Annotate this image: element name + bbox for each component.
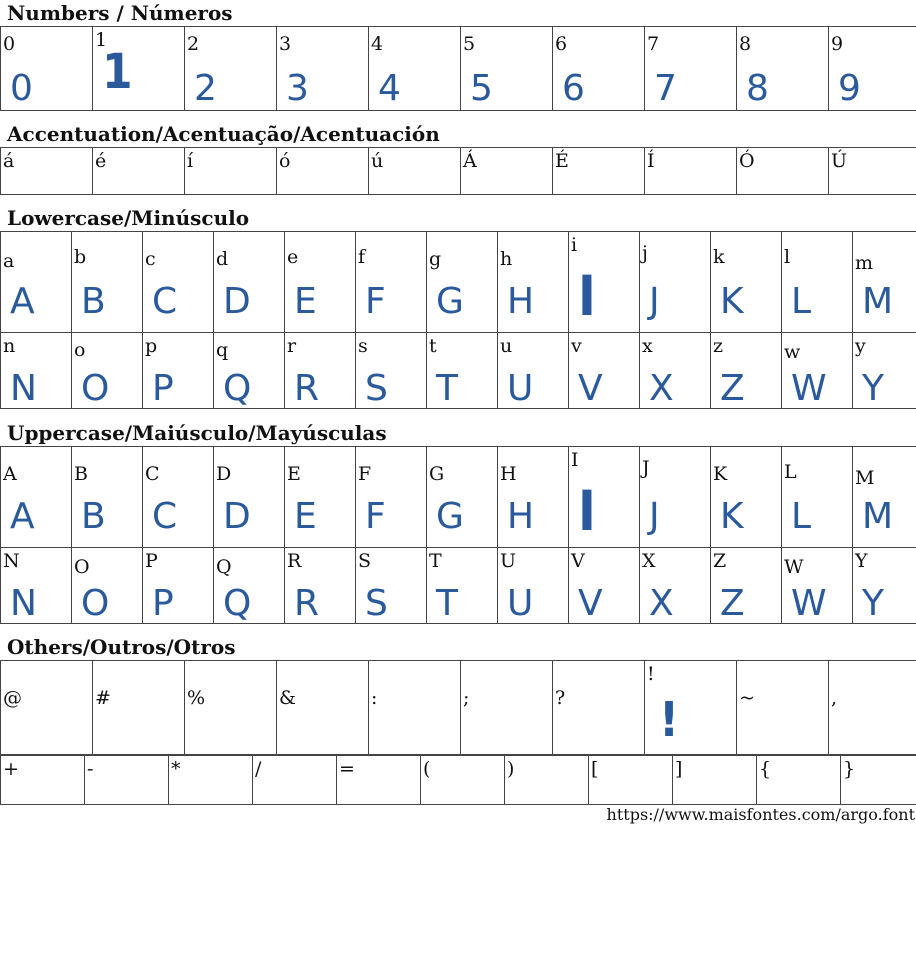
accent-key-label: á <box>3 150 15 172</box>
uppercase-cell <box>1 447 72 548</box>
lowercase-title: Lowercase/Minúsculo <box>7 206 250 230</box>
lowercase-glyph-sample: E <box>294 281 317 322</box>
other-key-label: - <box>87 758 94 780</box>
lowercase-glyph-sample: Y <box>862 368 884 409</box>
accent-key-label: é <box>95 150 107 172</box>
lowercase-cell <box>853 232 916 333</box>
lowercase-key-label: o <box>74 339 86 361</box>
uppercase-key-label: S <box>358 550 372 572</box>
other-cell <box>253 756 337 805</box>
footer-url[interactable]: https://www.maisfontes.com/argo.font <box>606 805 915 824</box>
uppercase-cell <box>356 548 427 624</box>
number-key-label: 7 <box>647 33 660 55</box>
other-key-label: } <box>843 758 856 780</box>
numbers-title: Numbers / Números <box>7 1 233 25</box>
accents-grid <box>0 147 916 195</box>
lowercase-cell <box>285 232 356 333</box>
lowercase-cell <box>711 232 782 333</box>
uppercase-glyph-sample: G <box>436 496 464 537</box>
accent-key-label: Ú <box>831 150 848 172</box>
other-cell <box>1 756 85 805</box>
accents-title: Accentuation/Acentuação/Acentuación <box>7 122 440 146</box>
other-key-label: & <box>279 687 296 709</box>
uppercase-cell <box>569 548 640 624</box>
uppercase-key-label: L <box>784 461 797 483</box>
accent-cell <box>553 148 645 195</box>
accent-key-label: í <box>187 150 194 172</box>
other-key-label: : <box>371 687 378 709</box>
other-key-label: ] <box>675 758 683 780</box>
accent-cell <box>93 148 185 195</box>
number-glyph-sample: 7 <box>654 68 677 109</box>
lowercase-glyph-sample: T <box>436 368 458 409</box>
uppercase-key-label: U <box>500 550 517 572</box>
lowercase-glyph-sample: I <box>578 264 596 329</box>
uppercase-key-label: A <box>3 463 17 485</box>
accent-cell <box>277 148 369 195</box>
lowercase-glyph-sample: M <box>862 281 894 322</box>
lowercase-glyph-sample: O <box>81 368 110 409</box>
number-key-label: 0 <box>3 33 16 55</box>
other-key-label: ! <box>647 663 655 685</box>
lowercase-key-label: r <box>287 335 297 357</box>
accent-cell <box>1 148 93 195</box>
number-key-label: 8 <box>739 33 752 55</box>
lowercase-cell <box>640 333 711 409</box>
accent-cell <box>737 148 829 195</box>
lowercase-glyph-sample: J <box>649 281 660 322</box>
other-key-label: = <box>339 758 355 780</box>
lowercase-cell <box>782 333 853 409</box>
lowercase-key-label: e <box>287 246 299 268</box>
uppercase-key-label: O <box>74 556 90 578</box>
uppercase-cell <box>711 548 782 624</box>
other-cell <box>589 756 673 805</box>
other-cell <box>337 756 421 805</box>
other-key-label: * <box>171 758 181 780</box>
uppercase-key-label: Y <box>855 550 868 572</box>
uppercase-glyph-sample: Q <box>223 583 252 624</box>
uppercase-glyph-sample: D <box>223 496 251 537</box>
uppercase-title: Uppercase/Maiúsculo/Mayúsculas <box>7 421 387 445</box>
lowercase-cell <box>143 333 214 409</box>
lowercase-glyph-sample: P <box>152 368 174 409</box>
lowercase-key-label: n <box>3 335 16 357</box>
lowercase-key-label: x <box>642 335 653 357</box>
uppercase-key-label: R <box>287 550 302 572</box>
lowercase-cell <box>214 232 285 333</box>
other-key-label: ) <box>507 758 515 780</box>
lowercase-key-label: z <box>713 335 724 357</box>
other-cell <box>673 756 757 805</box>
number-glyph-sample: 8 <box>746 68 769 109</box>
uppercase-key-label: C <box>145 463 160 485</box>
lowercase-cell <box>640 232 711 333</box>
uppercase-glyph-sample: X <box>649 583 674 624</box>
accent-key-label: É <box>555 150 569 172</box>
lowercase-glyph-sample: D <box>223 281 251 322</box>
number-key-label: 6 <box>555 33 568 55</box>
lowercase-cell <box>711 333 782 409</box>
lowercase-glyph-sample: W <box>791 368 827 409</box>
number-cell <box>369 27 461 111</box>
uppercase-glyph-sample: C <box>152 496 178 537</box>
other-key-label: ( <box>423 758 431 780</box>
number-glyph-sample: 0 <box>10 68 33 109</box>
numbers-grid <box>0 26 916 111</box>
lowercase-cell <box>143 232 214 333</box>
lowercase-key-label: d <box>216 248 229 270</box>
lowercase-glyph-sample: N <box>10 368 37 409</box>
uppercase-key-label: T <box>429 550 442 572</box>
lowercase-cell <box>72 333 143 409</box>
accent-key-label: Ó <box>739 150 755 172</box>
uppercase-key-label: D <box>216 463 232 485</box>
uppercase-glyph-sample: M <box>862 496 894 537</box>
other-key-label: , <box>831 687 838 709</box>
lowercase-cell <box>569 232 640 333</box>
lowercase-cell <box>1 232 72 333</box>
uppercase-glyph-sample: B <box>81 496 106 537</box>
number-glyph-sample: 3 <box>286 68 309 109</box>
uppercase-cell <box>285 548 356 624</box>
number-cell <box>1 27 93 111</box>
uppercase-cell <box>214 447 285 548</box>
uppercase-glyph-sample: K <box>720 496 744 537</box>
lowercase-key-label: f <box>358 246 366 268</box>
number-glyph-sample: 4 <box>378 68 401 109</box>
number-key-label: 2 <box>187 33 200 55</box>
number-key-label: 3 <box>279 33 292 55</box>
uppercase-cell <box>853 548 916 624</box>
lowercase-cell <box>285 333 356 409</box>
uppercase-glyph-sample: I <box>578 479 596 544</box>
other-key-label: / <box>255 758 262 780</box>
uppercase-key-label: H <box>500 463 517 485</box>
lowercase-key-label: l <box>784 246 791 268</box>
uppercase-key-label: X <box>642 550 656 572</box>
lowercase-key-label: q <box>216 339 229 361</box>
uppercase-glyph-sample: N <box>10 583 37 624</box>
lowercase-glyph-sample: G <box>436 281 464 322</box>
lowercase-cell <box>356 333 427 409</box>
lowercase-key-label: j <box>642 242 648 264</box>
accent-key-label: ú <box>371 150 384 172</box>
number-glyph-sample: 6 <box>562 68 585 109</box>
other-cell <box>757 756 841 805</box>
lowercase-cell <box>853 333 916 409</box>
lowercase-key-label: c <box>145 248 156 270</box>
other-key-label: ~ <box>739 687 755 709</box>
number-cell <box>461 27 553 111</box>
uppercase-cell <box>143 447 214 548</box>
other-cell <box>645 661 737 755</box>
accent-cell <box>461 148 553 195</box>
uppercase-cell <box>498 447 569 548</box>
uppercase-cell <box>569 447 640 548</box>
other-cell <box>169 756 253 805</box>
other-cell <box>841 756 916 805</box>
lowercase-cell <box>498 333 569 409</box>
lowercase-cell <box>569 333 640 409</box>
uppercase-glyph-sample: F <box>365 496 386 537</box>
number-key-label: 4 <box>371 33 384 55</box>
uppercase-cell <box>285 447 356 548</box>
accent-cell <box>185 148 277 195</box>
lowercase-key-label: w <box>784 341 801 363</box>
lowercase-cell <box>427 232 498 333</box>
other-key-label: @ <box>3 687 22 709</box>
uppercase-key-label: E <box>287 463 301 485</box>
lowercase-cell <box>72 232 143 333</box>
lowercase-key-label: m <box>855 252 874 274</box>
lowercase-glyph-sample: Z <box>720 368 745 409</box>
lowercase-cell <box>356 232 427 333</box>
number-cell <box>829 27 916 111</box>
number-cell <box>185 27 277 111</box>
uppercase-key-label: J <box>642 457 650 479</box>
uppercase-grid <box>0 446 916 624</box>
number-glyph-sample: 2 <box>194 68 217 109</box>
number-cell <box>553 27 645 111</box>
uppercase-key-label: P <box>145 550 158 572</box>
uppercase-cell <box>640 447 711 548</box>
lowercase-glyph-sample: B <box>81 281 106 322</box>
accent-cell <box>645 148 737 195</box>
number-key-label: 1 <box>95 29 108 51</box>
number-cell <box>645 27 737 111</box>
uppercase-glyph-sample: Y <box>862 583 884 624</box>
lowercase-glyph-sample: C <box>152 281 178 322</box>
other-key-label: % <box>187 687 206 709</box>
lowercase-grid <box>0 231 916 409</box>
lowercase-cell <box>1 333 72 409</box>
lowercase-key-label: i <box>571 234 578 256</box>
lowercase-key-label: p <box>145 335 158 357</box>
lowercase-glyph-sample: A <box>10 281 35 322</box>
uppercase-glyph-sample: J <box>649 496 660 537</box>
uppercase-key-label: M <box>855 467 875 489</box>
number-cell <box>93 27 185 111</box>
other-cell <box>553 661 645 755</box>
other-cell <box>461 661 553 755</box>
lowercase-key-label: s <box>358 335 368 357</box>
lowercase-key-label: b <box>74 246 87 268</box>
number-glyph-sample: 5 <box>470 68 493 109</box>
uppercase-glyph-sample: T <box>436 583 458 624</box>
uppercase-glyph-sample: P <box>152 583 174 624</box>
lowercase-cell <box>498 232 569 333</box>
other-key-label: [ <box>591 758 599 780</box>
uppercase-glyph-sample: Z <box>720 583 745 624</box>
others-grid-1 <box>0 660 916 755</box>
other-cell <box>829 661 916 755</box>
uppercase-glyph-sample: S <box>365 583 388 624</box>
uppercase-key-label: G <box>429 463 445 485</box>
uppercase-cell <box>640 548 711 624</box>
other-glyph-sample: ! <box>659 692 680 749</box>
uppercase-glyph-sample: O <box>81 583 110 624</box>
other-cell <box>505 756 589 805</box>
lowercase-key-label: t <box>429 335 437 357</box>
uppercase-key-label: K <box>713 463 728 485</box>
other-cell <box>93 661 185 755</box>
other-key-label: ? <box>555 687 566 709</box>
other-key-label: # <box>95 687 111 709</box>
lowercase-glyph-sample: K <box>720 281 744 322</box>
number-glyph-sample: 9 <box>838 68 861 109</box>
other-cell <box>421 756 505 805</box>
accent-cell <box>829 148 916 195</box>
uppercase-cell <box>143 548 214 624</box>
uppercase-cell <box>1 548 72 624</box>
lowercase-glyph-sample: X <box>649 368 674 409</box>
other-cell <box>85 756 169 805</box>
uppercase-key-label: N <box>3 550 20 572</box>
number-glyph-sample: 1 <box>102 44 133 101</box>
uppercase-glyph-sample: H <box>507 496 535 537</box>
number-cell <box>277 27 369 111</box>
uppercase-key-label: F <box>358 463 372 485</box>
number-key-label: 5 <box>463 33 476 55</box>
lowercase-glyph-sample: L <box>791 281 812 322</box>
uppercase-glyph-sample: U <box>507 583 534 624</box>
others-title: Others/Outros/Otros <box>7 635 236 659</box>
uppercase-key-label: Z <box>713 550 727 572</box>
lowercase-key-label: k <box>713 246 725 268</box>
other-cell <box>1 661 93 755</box>
uppercase-cell <box>427 447 498 548</box>
others-grid-2 <box>0 755 916 805</box>
number-cell <box>737 27 829 111</box>
uppercase-cell <box>782 548 853 624</box>
other-cell <box>185 661 277 755</box>
lowercase-glyph-sample: U <box>507 368 534 409</box>
other-cell <box>277 661 369 755</box>
uppercase-cell <box>498 548 569 624</box>
lowercase-key-label: g <box>429 248 442 270</box>
lowercase-glyph-sample: H <box>507 281 535 322</box>
uppercase-glyph-sample: V <box>578 583 603 624</box>
lowercase-key-label: v <box>571 335 582 357</box>
uppercase-cell <box>356 447 427 548</box>
uppercase-key-label: B <box>74 463 88 485</box>
other-key-label: ; <box>463 687 470 709</box>
uppercase-cell <box>853 447 916 548</box>
lowercase-cell <box>427 333 498 409</box>
other-cell <box>737 661 829 755</box>
lowercase-glyph-sample: V <box>578 368 603 409</box>
accent-key-label: Í <box>647 150 655 172</box>
uppercase-cell <box>782 447 853 548</box>
uppercase-key-label: W <box>784 556 804 578</box>
lowercase-glyph-sample: F <box>365 281 386 322</box>
uppercase-key-label: Q <box>216 556 232 578</box>
lowercase-glyph-sample: R <box>294 368 320 409</box>
uppercase-cell <box>72 548 143 624</box>
lowercase-cell <box>782 232 853 333</box>
other-key-label: + <box>3 758 19 780</box>
accent-key-label: ó <box>279 150 291 172</box>
accent-cell <box>369 148 461 195</box>
uppercase-key-label: V <box>571 550 585 572</box>
lowercase-key-label: y <box>855 335 866 357</box>
lowercase-key-label: h <box>500 248 513 270</box>
uppercase-cell <box>72 447 143 548</box>
number-key-label: 9 <box>831 33 844 55</box>
uppercase-glyph-sample: E <box>294 496 317 537</box>
uppercase-glyph-sample: L <box>791 496 812 537</box>
uppercase-glyph-sample: R <box>294 583 320 624</box>
other-cell <box>369 661 461 755</box>
uppercase-cell <box>711 447 782 548</box>
uppercase-cell <box>427 548 498 624</box>
lowercase-key-label: u <box>500 335 513 357</box>
uppercase-key-label: I <box>571 449 579 471</box>
uppercase-glyph-sample: W <box>791 583 827 624</box>
lowercase-glyph-sample: S <box>365 368 388 409</box>
uppercase-glyph-sample: A <box>10 496 35 537</box>
lowercase-key-label: a <box>3 250 15 272</box>
uppercase-cell <box>214 548 285 624</box>
accent-key-label: Á <box>463 150 477 172</box>
lowercase-cell <box>214 333 285 409</box>
other-key-label: { <box>759 758 772 780</box>
lowercase-glyph-sample: Q <box>223 368 252 409</box>
